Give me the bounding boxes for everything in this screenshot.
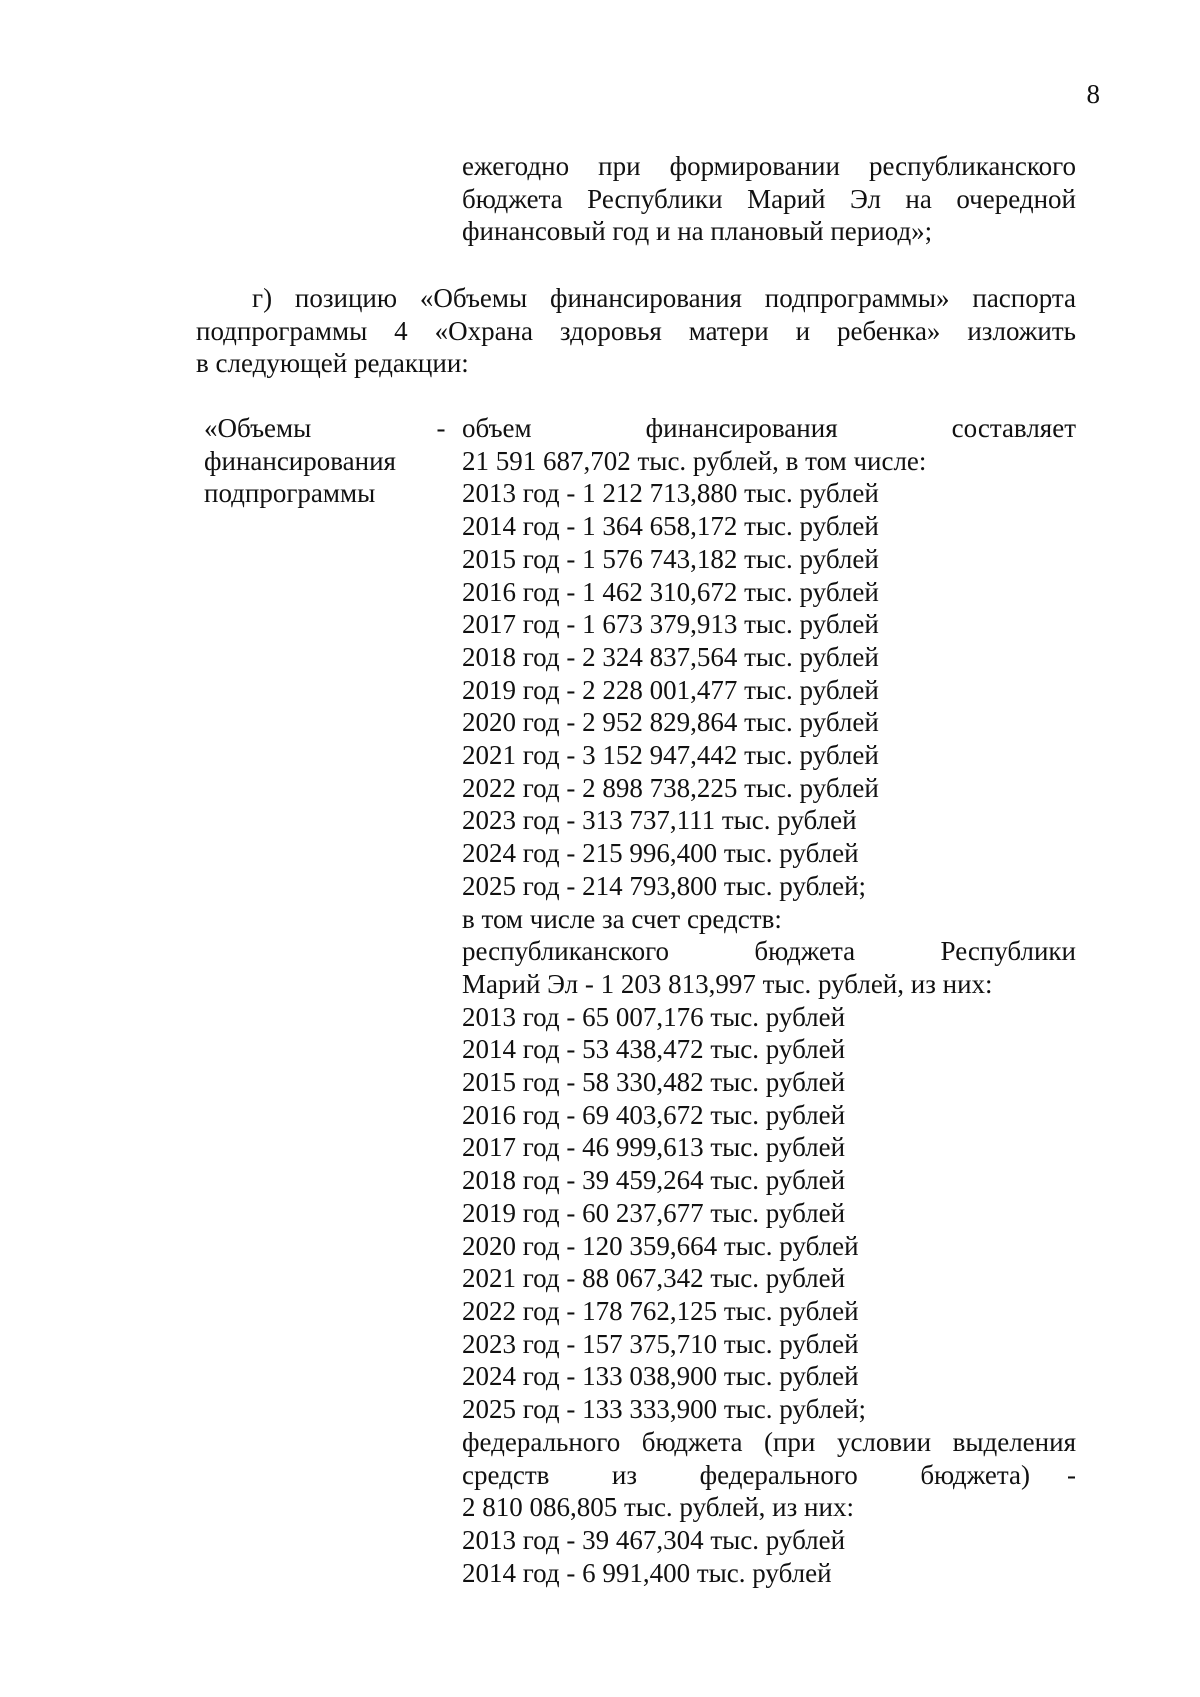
position-label-line: подпрограммы xyxy=(204,478,376,509)
regional-year-row: 2021 год - 88 067,342 тыс. рублей xyxy=(462,1263,846,1294)
federal-year-row: 2014 год - 6 991,400 тыс. рублей xyxy=(462,1557,832,1588)
federal-heading-text: средств из федерального бюджета) xyxy=(462,1459,1030,1490)
total-year-row: 2019 год - 2 228 001,477 тыс. рублей xyxy=(462,674,879,705)
total-year-row: 2015 год - 1 576 743,182 тыс. рублей xyxy=(462,543,879,574)
position-value xyxy=(462,412,1076,1589)
regional-year-row: 2016 год - 69 403,672 тыс. рублей xyxy=(462,1099,846,1130)
regional-year-row: 2014 год - 53 438,472 тыс. рублей xyxy=(462,1034,846,1065)
total-by-year-list xyxy=(462,477,1076,902)
regional-year-row: 2020 год - 120 359,664 тыс. рублей xyxy=(462,1230,859,1261)
federal-budget-total: 2 810 086,805 тыс. рублей, из них: xyxy=(462,1492,854,1523)
amendment-line: подпрограммы 4 «Охрана здоровья матери и ребенка» изложить xyxy=(196,315,1076,346)
amendment-paragraph xyxy=(196,282,1076,380)
total-year-row: 2021 год - 3 152 947,442 тыс. рублей xyxy=(462,740,879,771)
total-year-row: 2017 год - 1 673 379,913 тыс. рублей xyxy=(462,609,879,640)
position-label-line: финансирования xyxy=(204,445,396,476)
total-year-row: 2020 год - 2 952 829,864 тыс. рублей xyxy=(462,707,879,738)
intro-line: финансовый год и на плановый период»; xyxy=(462,216,933,247)
sources-intro: в том числе за счет средств: xyxy=(462,903,782,934)
total-year-row: 2023 год - 313 737,111 тыс. рублей xyxy=(462,805,857,836)
total-year-row: 2018 год - 2 324 837,564 тыс. рублей xyxy=(462,641,879,672)
federal-budget-heading: федерального бюджета (при условии выделения xyxy=(462,1426,1076,1457)
position-label xyxy=(204,412,424,510)
position-label-line: «Объемы xyxy=(204,413,312,443)
total-intro: объем финансирования составляет xyxy=(462,413,1076,443)
total-year-row: 2025 год - 214 793,800 тыс. рублей; xyxy=(462,870,867,901)
regional-year-row: 2023 год - 157 375,710 тыс. рублей xyxy=(462,1328,859,1359)
regional-year-row: 2025 год - 133 333,900 тыс. рублей; xyxy=(462,1394,867,1425)
regional-year-row: 2019 год - 60 237,677 тыс. рублей xyxy=(462,1197,846,1228)
regional-year-row: 2013 год - 65 007,176 тыс. рублей xyxy=(462,1001,846,1032)
amendment-line: в следующей редакции: xyxy=(196,348,469,379)
federal-budget-heading-cont xyxy=(462,1459,1076,1492)
intro-continuation xyxy=(462,150,1076,248)
total-year-row: 2014 год - 1 364 658,172 тыс. рублей xyxy=(462,511,879,542)
amendment-line: г) позицию «Объемы финансирования подпрограммы» паспорта xyxy=(252,283,1076,313)
regional-budget-heading: республиканского бюджета Республики xyxy=(462,936,1076,967)
regional-year-row: 2017 год - 46 999,613 тыс. рублей xyxy=(462,1132,846,1163)
federal-heading-dash: - xyxy=(1067,1459,1076,1490)
total-year-row: 2022 год - 2 898 738,225 тыс. рублей xyxy=(462,772,879,803)
intro-line: бюджета Республики Марий Эл на очередной xyxy=(462,183,1076,214)
regional-year-row: 2024 год - 133 038,900 тыс. рублей xyxy=(462,1361,859,1392)
intro-line: ежегодно при формировании республиканского xyxy=(462,151,1076,181)
label-dash: - xyxy=(436,413,446,443)
page-number: 8 xyxy=(1086,79,1100,109)
regional-year-row: 2022 год - 178 762,125 тыс. рублей xyxy=(462,1295,859,1326)
regional-budget-total: Марий Эл - 1 203 813,997 тыс. рублей, из них: xyxy=(462,968,993,999)
regional-year-row: 2015 год - 58 330,482 тыс. рублей xyxy=(462,1067,846,1098)
total-year-row: 2013 год - 1 212 713,880 тыс. рублей xyxy=(462,478,879,509)
federal-year-row: 2013 год - 39 467,304 тыс. рублей xyxy=(462,1524,846,1555)
total-amount: 21 591 687,702 тыс. рублей, в том числе: xyxy=(462,445,927,476)
regional-year-row: 2018 год - 39 459,264 тыс. рублей xyxy=(462,1165,846,1196)
federal-by-year-list xyxy=(462,1524,1076,1589)
total-year-row: 2024 год - 215 996,400 тыс. рублей xyxy=(462,838,859,869)
total-year-row: 2016 год - 1 462 310,672 тыс. рублей xyxy=(462,576,879,607)
regional-by-year-list xyxy=(462,1001,1076,1426)
